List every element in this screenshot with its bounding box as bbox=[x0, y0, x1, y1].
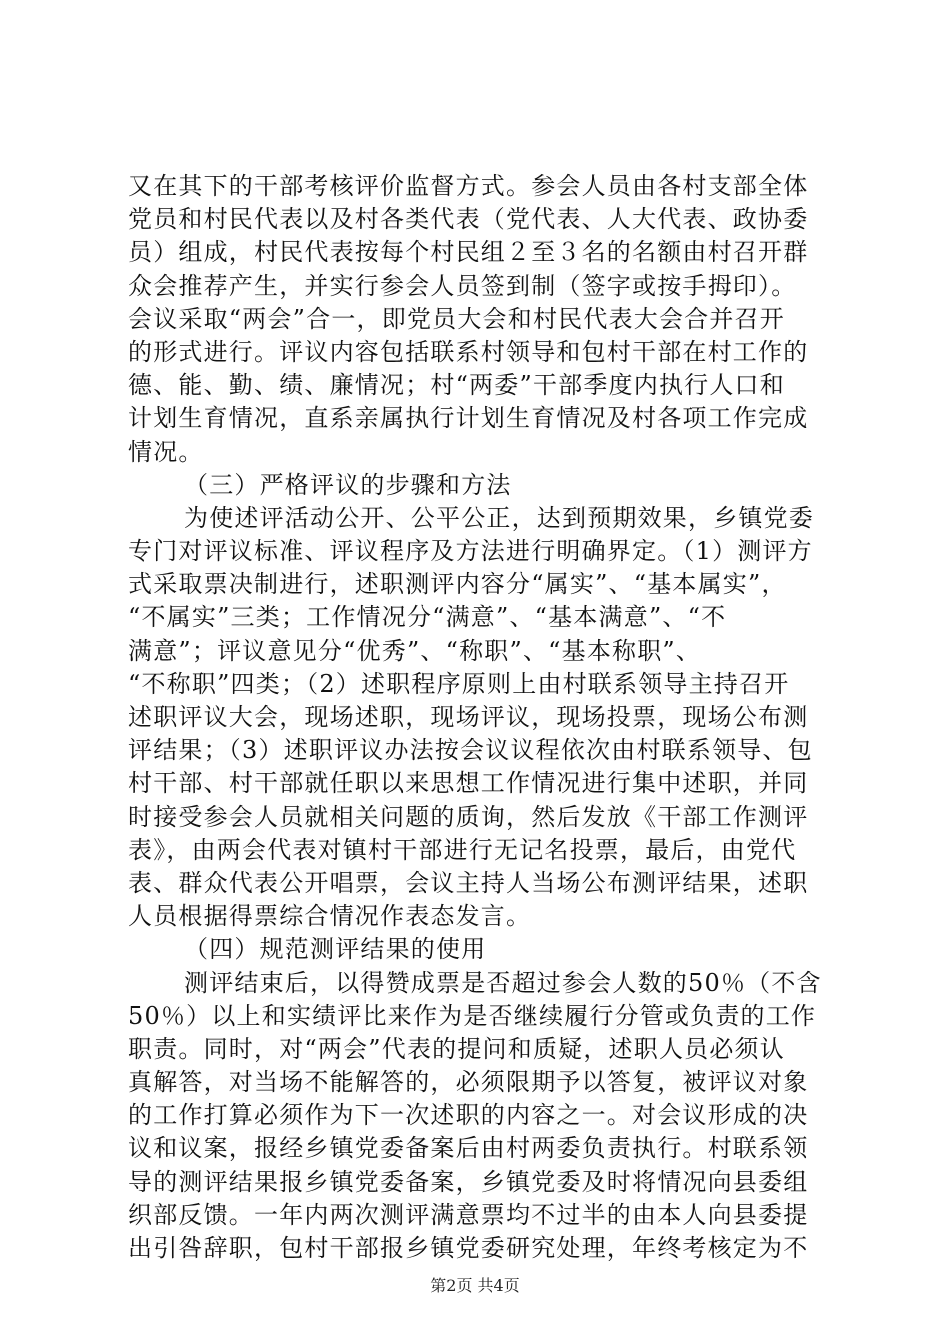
paragraph-line: 情况。 bbox=[128, 437, 204, 466]
paragraph-line: 村干部、村干部就任职以来思想工作情况进行集中述职，并同 bbox=[128, 769, 809, 798]
paragraph-line: “不属实”三类；工作情况分“满意”、“基本满意”、“不 bbox=[128, 603, 727, 632]
section-heading: （四）规范测评结果的使用 bbox=[184, 935, 487, 964]
paragraph-line: 员）组成，村民代表按每个村民组２至３名的名额由村召开群 bbox=[128, 238, 809, 267]
paragraph-line: 表、群众代表公开唱票，会议主持人当场公布测评结果，述职 bbox=[128, 868, 809, 897]
paragraph-line: 50％）以上和实绩评比来作为是否继续履行分管或负责的工作 bbox=[128, 1001, 817, 1030]
paragraph-line: 真解答，对当场不能解答的，必须限期予以答复，被评议对象 bbox=[128, 1068, 809, 1097]
paragraph-line: 为使述评活动公开、公平公正，达到预期效果，乡镇党委 bbox=[184, 503, 814, 532]
paragraph-line: 满意”；评议意见分“优秀”、“称职”、“基本称职”、 bbox=[128, 636, 702, 665]
paragraph-line: 的形式进行。评议内容包括联系村领导和包村干部在村工作的 bbox=[128, 337, 809, 366]
paragraph-line: 评结果；（3）述职评议办法按会议议程依次由村联系领导、包 bbox=[128, 736, 813, 765]
paragraph-line: 导的测评结果报乡镇党委备案，乡镇党委及时将情况向县委组 bbox=[128, 1167, 809, 1196]
paragraph-line: 专门对评议标准、评议程序及方法进行明确界定。（1）测评方 bbox=[128, 537, 813, 566]
paragraph-line: 出引咎辞职，包村干部报乡镇党委研究处理，年终考核定为不 bbox=[128, 1234, 809, 1262]
paragraph-line: 党员和村民代表以及村各类代表（党代表、人大代表、政协委 bbox=[128, 205, 809, 234]
paragraph-line: 式采取票决制进行，述职测评内容分“属实”、“基本属实”， bbox=[128, 570, 787, 599]
paragraph-line: 织部反馈。一年内两次测评满意票均不过半的由本人向县委提 bbox=[128, 1200, 809, 1229]
paragraph-line: 德、能、勤、绩、廉情况；村“两委”干部季度内执行人口和 bbox=[128, 371, 785, 400]
document-body bbox=[128, 170, 834, 1265]
paragraph-line: 时接受参会人员就相关问题的质询，然后发放《干部工作测评 bbox=[128, 802, 809, 831]
paragraph-line: 会议采取“两会”合一，即党员大会和村民代表大会合并召开 bbox=[128, 304, 785, 333]
paragraph-line: 人员根据得票综合情况作表态发言。 bbox=[128, 902, 532, 931]
paragraph-line: 计划生育情况，直系亲属执行计划生育情况及村各项工作完成 bbox=[128, 404, 809, 433]
page-footer: 第2页 共4页 bbox=[430, 1276, 520, 1295]
paragraph-line: “不称职”四类；（2）述职程序原则上由村联系领导主持召开 bbox=[128, 669, 790, 698]
paragraph-line: 表》，由两会代表对镇村干部进行无记名投票，最后，由党代 bbox=[128, 835, 797, 864]
paragraph-line: 测评结束后，以得赞成票是否超过参会人数的50％（不含 bbox=[184, 968, 822, 997]
paragraph-line: 又在其下的干部考核评价监督方式。参会人员由各村支部全体 bbox=[128, 172, 809, 200]
section-heading: （三）严格评议的步骤和方法 bbox=[184, 470, 512, 499]
paragraph-line: 的工作打算必须作为下一次述职的内容之一。对会议形成的决 bbox=[128, 1101, 809, 1130]
paragraph-line: 职责。同时，对“两会”代表的提问和质疑，述职人员必须认 bbox=[128, 1034, 785, 1063]
paragraph-line: 议和议案，报经乡镇党委备案后由村两委负责执行。村联系领 bbox=[128, 1134, 809, 1163]
paragraph-line: 众会推荐产生，并实行参会人员签到制（签字或按手拇印）。 bbox=[128, 271, 797, 300]
paragraph-line: 述职评议大会，现场述职，现场评议，现场投票，现场公布测 bbox=[128, 703, 809, 731]
